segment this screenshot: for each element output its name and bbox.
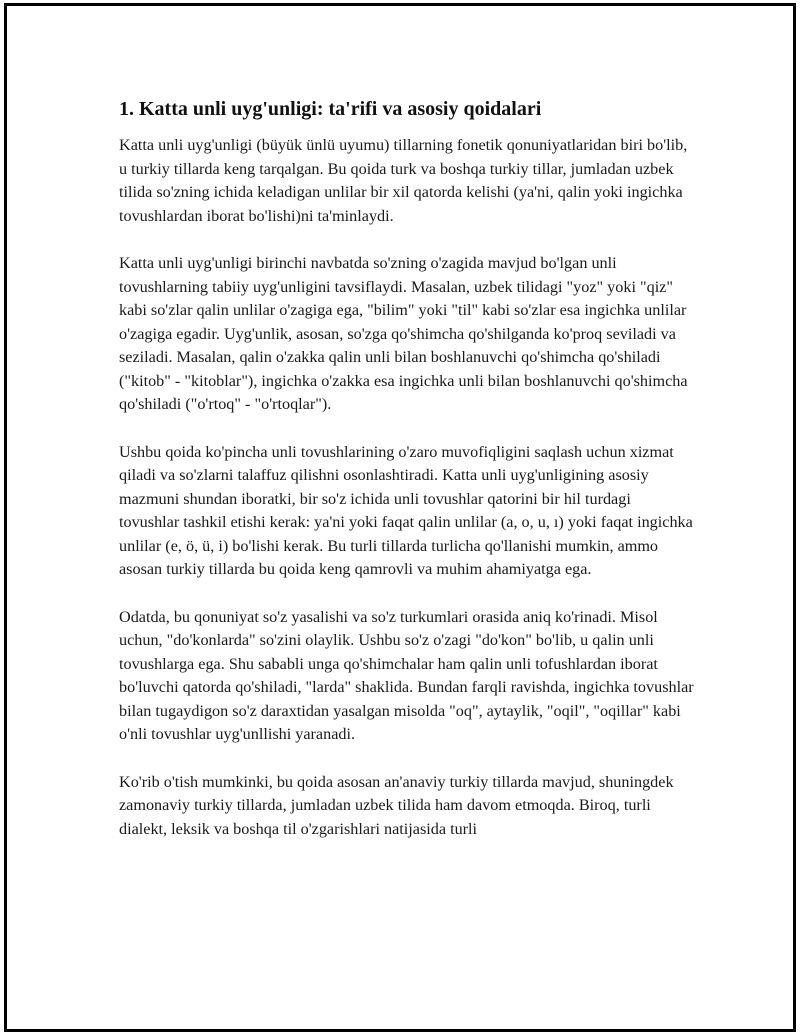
document-body	[119, 96, 694, 865]
paragraph-2: Katta unli uyg'unligi birinchi navbatda so'zning o'zagida mavjud bo'lgan unli tovushlarning tabiiy uyg'unligini tavsiflaydi. Masalan, uzbek tilidagi "yoz" yoki "qiz" kabi so'zlar qalin unlilar o'zagiga ega, "bilim" yoki "til" kabi so'zlar esa ingichka unlilar o'zagiga egadir. Uyg'unlik, asosan, so'zga qo'shimcha qo'shilganda ko'proq seviladi va seziladi. Masalan, qalin o'zakka qalin unli bilan boshlanuvchi qo'shimcha qo'shiladi ("kitob" - "kitoblar"), ingichka o'zakka esa ingichka unli bilan boshlanuvchi qo'shimcha qo'shiladi ("o'rtoq" - "o'rtoqlar").	[119, 254, 688, 413]
paragraph-1: Katta unli uyg'unligi (büyük ünlü uyumu) tillarning fonetik qonuniyatlaridan biri bo'lib, u turkiy tillarda keng tarqalgan. Bu qoida turk va boshqa turkiy tillar, jumladan uzbek tilida so'zning ichida keladigan unlilar bir xil qatorda kelishi (ya'ni, qalin yoki ingichka tovushlardan iborat bo'lishi)ni ta'minlaydi.	[119, 136, 688, 225]
section-title: 1. Katta unli uyg'unligi: ta'rifi va asosiy qoidalari	[119, 98, 542, 120]
page-frame	[4, 3, 796, 1032]
paragraph-3: Ushbu qoida ko'pincha unli tovushlarining o'zaro muvofiqligini saqlash uchun xizmat qiladi va so'zlarni talaffuz qilishni osonlashtiradi. Katta unli uyg'unligining asosiy mazmuni shundan iboratki, bir so'z ichida unli tovushlar qatorini bir hil turdagi tovushlar tashkil etishi kerak: ya'ni yoki faqat qalin unlilar (a, o, u, ı) yoki faqat ingichka unlilar (e, ö, ü, i) bo'lishi kerak. Bu turli tillarda turlicha qo'llanishi mumkin, ammo asosan turkiy tillarda bu qoida keng qamrovli va muhim ahamiyatga ega.	[119, 442, 693, 578]
paragraph-4: Odatda, bu qonuniyat so'z yasalishi va so'z turkumlari orasida aniq ko'rinadi. Misol uchun, "do'konlarda" so'zini olaylik. Ushbu so'z o'zagi "do'kon" bo'lib, u qalin unli tovushlarga ega. Shu sababli unga qo'shimchalar ham qalin unli tofushlardan iborat bo'luvchi qatorda qo'shiladi, "larda" shaklida. Bundan farqli ravishda, ingichka tovushlar bilan tugaydigon so'z daraxtidan yasalgan misolda "oq", aytaylik, "oqil", "oqillar" kabi o'nli tovushlar uyg'unllishi yaranadi.	[119, 607, 694, 743]
paragraph-5: Ko'rib o'tish mumkinki, bu qoida asosan an'anaviy turkiy tillarda mavjud, shuningdek zamonaviy turkiy tillarda, jumladan uzbek tilida ham davom etmoqda. Biroq, turli dialekt, leksik va boshqa til o'zgarishlari natijasida turli	[119, 772, 674, 838]
